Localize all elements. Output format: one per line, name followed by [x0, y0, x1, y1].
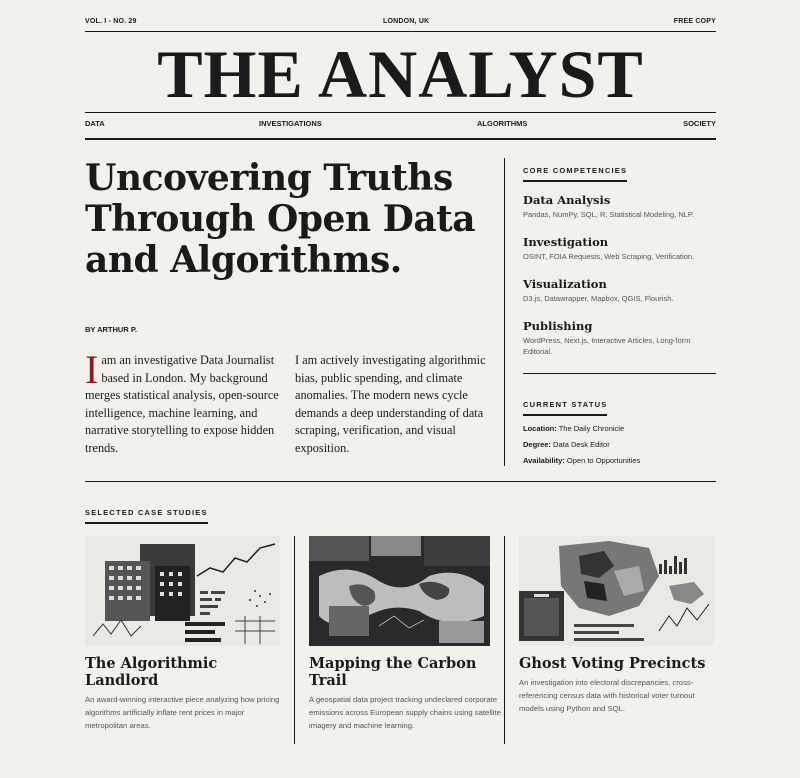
competency-desc: OSINT, FOIA Requests, Web Scraping, Verification. — [523, 252, 695, 261]
article-column-1 — [85, 347, 279, 457]
collage-illustration — [519, 536, 714, 646]
status-row — [523, 423, 716, 434]
section-nav — [85, 119, 716, 129]
issue-number: VOL. I - NO. 29 — [85, 18, 137, 25]
case-image — [309, 536, 490, 646]
status-key: Degree: — [523, 440, 551, 449]
location: LONDON, UK — [383, 18, 430, 25]
collage-illustration — [85, 536, 280, 646]
nav-algorithms[interactable]: ALGORITHMS — [477, 119, 528, 128]
masthead-title: THE ANALYST — [157, 36, 644, 112]
competency-title: Data Analysis — [523, 193, 611, 207]
column-2-text: I am actively investigating algorithmic bias, public spending, and climate anomalies. The modern news cycle demands a deep understanding of data scraping, verification, and visual exposition. — [295, 353, 486, 455]
status-label: CURRENT STATUS — [523, 400, 607, 416]
case-description: An award-winning interactive piece analyzing how pricing algorithms artificially inflate rent prices in major metropolitan areas. — [85, 695, 280, 730]
nav-investigations[interactable]: INVESTIGATIONS — [259, 119, 322, 128]
competency-item — [523, 235, 716, 262]
collage-illustration — [309, 536, 490, 646]
nav-society[interactable]: SOCIETY — [683, 119, 716, 128]
card-divider — [504, 536, 505, 744]
case-image — [519, 536, 714, 646]
competencies-label: CORE COMPETENCIES — [523, 166, 627, 182]
status-value: Data Desk Editor — [553, 440, 610, 449]
status-value: The Daily Chronicle — [558, 424, 625, 433]
status-key: Location: — [523, 424, 557, 433]
competency-item — [523, 319, 716, 357]
competency-desc: D3.js, Datawrapper, Mapbox, QGIS, Flourish. — [523, 294, 674, 303]
column-1-text: am an investigative Data Journalist based in London. My background merges statistical analysis, open-source intelligence, machine learning, and narrative storytelling to expose hidden trends. — [85, 353, 279, 455]
article-column-2 — [295, 352, 489, 457]
competency-item — [523, 277, 716, 304]
competencies-panel — [523, 160, 716, 357]
case-title: Mapping the Carbon Trail — [309, 655, 477, 689]
status-key: Availability: — [523, 456, 565, 465]
top-rule — [85, 31, 716, 32]
sidebar-rule — [523, 373, 716, 374]
column-divider — [504, 158, 505, 466]
status-row — [523, 439, 716, 450]
nav-rule — [85, 138, 716, 140]
case-studies-label: SELECTED CASE STUDIES — [85, 508, 208, 524]
card-divider — [294, 536, 295, 744]
case-description: A geospatial data project tracking undeclared corporate emissions across European supply chains using satellite imagery and machine learning. — [309, 695, 501, 730]
nav-data[interactable]: DATA — [85, 119, 105, 128]
competency-desc: WordPress, Next.js, Interactive Articles, Long-form Editorial. — [523, 336, 691, 356]
price: FREE COPY — [673, 18, 716, 25]
case-card-ghost-voting[interactable] — [519, 536, 714, 715]
drop-cap: I — [85, 347, 99, 392]
competency-title: Visualization — [523, 277, 607, 291]
status-panel — [523, 394, 716, 466]
section-rule — [85, 481, 716, 482]
competency-title: Investigation — [523, 235, 609, 249]
competency-title: Publishing — [523, 319, 593, 333]
competency-item — [523, 193, 716, 220]
status-row — [523, 455, 716, 466]
case-title: Ghost Voting Precincts — [519, 655, 706, 672]
case-description: An investigation into electoral discrepancies, cross-referencing census data with historical voter turnout models using Python and SQL. — [519, 678, 695, 713]
case-studies-header — [85, 502, 208, 524]
status-value: Open to Opportunities — [566, 456, 641, 465]
top-bar — [85, 18, 716, 28]
case-image — [85, 536, 280, 646]
case-title: The Algorithmic Landlord — [85, 655, 218, 689]
masthead-rule — [85, 112, 716, 113]
case-card-carbon-trail[interactable] — [309, 536, 504, 732]
headline: Uncovering Truths Through Open Data and Algorithms. — [85, 157, 476, 281]
case-card-algorithmic-landlord[interactable] — [85, 536, 280, 732]
byline: BY ARTHUR P. — [85, 325, 137, 334]
competency-desc: Pandas, NumPy, SQL, R, Statistical Modeling, NLP. — [523, 210, 695, 219]
